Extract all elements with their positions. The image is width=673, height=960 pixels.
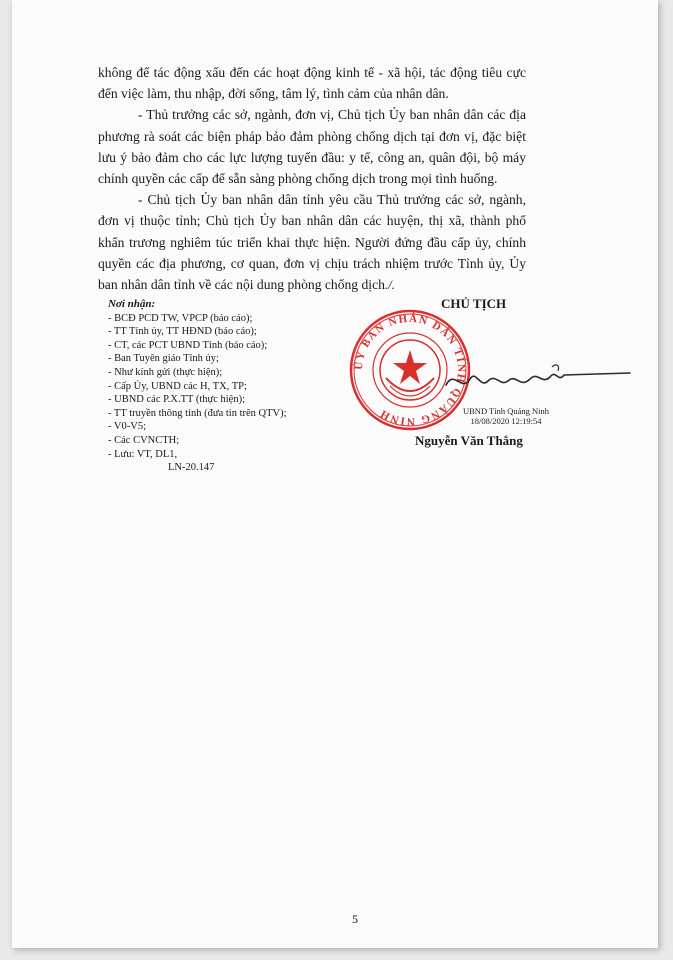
recipient-item: - BCĐ PCD TW, VPCP (báo cáo);	[108, 312, 253, 324]
digital-signer: UBND Tỉnh Quảng Ninh	[463, 406, 550, 416]
digital-signature-info	[463, 406, 549, 426]
handwritten-signature-icon	[440, 355, 640, 405]
end-mark: ./.	[384, 277, 396, 293]
recipient-item: - Lưu: VT, DL1,	[108, 448, 178, 460]
paragraph-chairman-request	[98, 189, 526, 295]
recipient-item: - Như kính gửi (thực hiện);	[108, 366, 223, 378]
recipient-item: - UBND các P.X.TT (thực hiện);	[108, 394, 246, 406]
recipient-item: - TT Tỉnh ủy, TT HĐND (báo cáo);	[108, 326, 257, 338]
recipient-item: - TT truyền thông tỉnh (đưa tin trên QTV);	[108, 407, 287, 419]
document-code: LN-20.147	[168, 462, 215, 474]
recipients-list	[108, 298, 348, 475]
svg-text:ỦY BAN NHÂN DÂN TỈNH QUẢNG NIN: ỦY BAN NHÂN DÂN TỈNH QUẢNG NINH	[352, 312, 468, 428]
paragraph-continuation: không để tác động xấu đến các hoạt động kinh tế - xã hội, tác động tiêu cực đến việc làm, thu nhập, đời sống, tâm lý, tình cảm của nhân dân.	[98, 65, 526, 102]
recipients-heading: Nơi nhận:	[108, 298, 156, 310]
signer-title: CHỦ TỊCH	[441, 296, 507, 311]
paragraph-department-heads: - Thủ trưởng các sở, ngành, đơn vị, Chủ tịch Ủy ban nhân dân các địa phương rà soát các biện pháp bảo đảm phòng chống dịch tại đơn vị, đặc biệt lưu ý bảo đảm cho các lực lượng tuyến đầu: y tế, công an, quân đội, bộ máy chính quyền các cấp để sẵn sàng phòng chống dịch trong mọi tình huống.	[98, 107, 526, 187]
page-number: 5	[352, 912, 358, 926]
recipient-item: - Ban Tuyên giáo Tỉnh ủy;	[108, 353, 219, 365]
document-body	[98, 62, 526, 295]
digital-timestamp: 18/08/2020 12:19:54	[470, 416, 542, 426]
recipient-item: - CT, các PCT UBND Tỉnh (báo cáo);	[108, 339, 268, 351]
paragraph-chairman-request-text: - Chủ tịch Ủy ban nhân dân tỉnh yêu cầu Thủ trưởng các sở, ngành, đơn vị thuộc tỉnh; Chủ tịch Ủy ban nhân dân các huyện, thị xã, thành phố khẩn trương nghiêm túc triển khai thực hiện. Người đứng đầu cấp ủy, chính quyền các địa phương, cơ quan, đơn vị chịu trách nhiệm trước Tỉnh ủy, Ủy ban nhân dân tỉnh về các nội dung phòng chống dịch	[98, 192, 526, 293]
recipient-item: - V0-V5;	[108, 421, 147, 433]
signer-name: Nguyễn Văn Thắng	[415, 433, 523, 448]
recipient-item: - Các CVNCTH;	[108, 434, 180, 446]
recipient-item: - Cấp Ủy, UBND các H, TX, TP;	[108, 380, 247, 392]
